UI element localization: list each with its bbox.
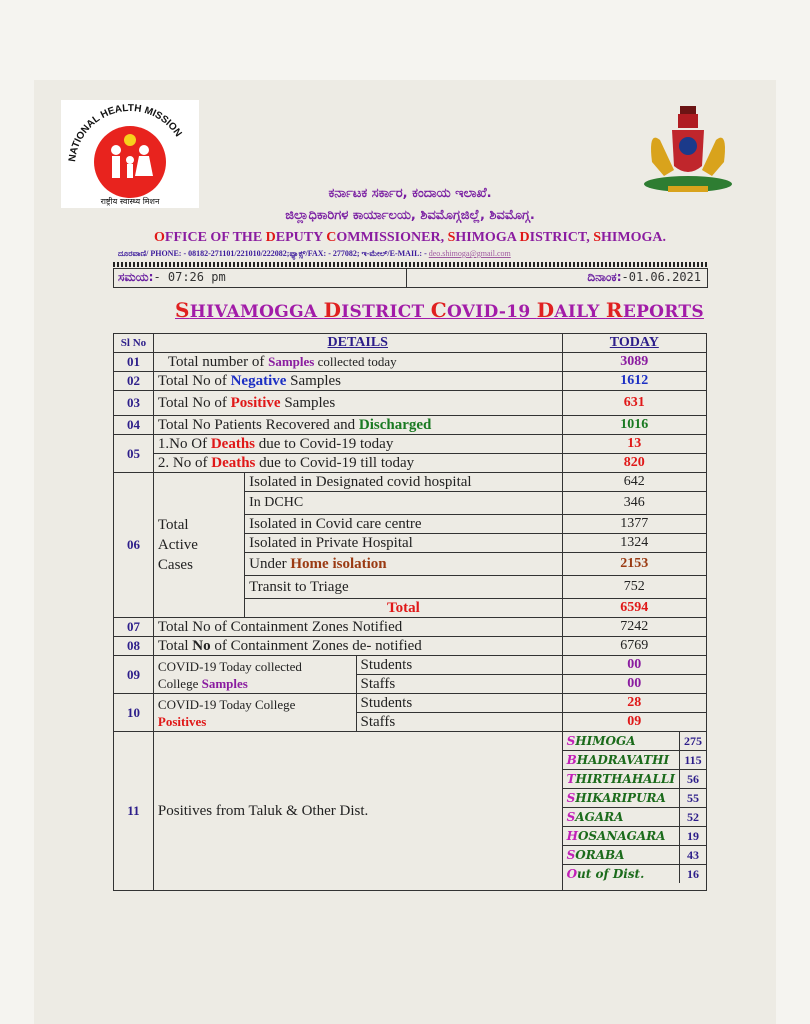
- logo-hindi-text: राष्ट्रीय स्वास्थ्य मिशन: [100, 197, 160, 206]
- dotted-divider: [113, 262, 708, 267]
- taluk-table: [563, 732, 706, 883]
- active-cases-label: Total Active Cases: [153, 473, 244, 618]
- kannada-govt-line: ಕರ್ನಾಟಕ ಸರ್ಕಾರ, ಕಂದಾಯ ಇಲಾಖೆ.: [328, 186, 492, 201]
- table-row: In DCHC 346: [114, 492, 707, 515]
- covid-report-table: [113, 333, 707, 891]
- taluk-row: Out of Dist. 16: [563, 865, 706, 884]
- table-row: Staffs 09: [114, 713, 707, 732]
- table-row: Staffs 00: [114, 675, 707, 694]
- taluk-row: SHIMOGA 275: [563, 732, 706, 751]
- table-row: Isolated in Private Hospital 1324: [114, 534, 707, 553]
- taluk-row: SORABA 43: [563, 846, 706, 865]
- taluk-row: SHIKARIPURA 55: [563, 789, 706, 808]
- report-title: SHIVAMOGGA DISTRICT COVID-19 DAILY REPORTS: [175, 298, 704, 322]
- table-row: 08 Total No of Containment Zones de- notified 6769: [114, 637, 707, 656]
- contact-line: ದೂರವಾಣಿ/ PHONE: - 08182-271101/221010/222082;ಫ್ಯಾಕ್ಸ್/FAX: - 277082; ಇ-ಮೇಲ್/E-MAIL: - deo.shimoga@gmail.com: [118, 249, 511, 258]
- table-row: 05 1.No Of Deaths due to Covid-19 today 13: [114, 435, 707, 454]
- table-row: 07 Total No of Containment Zones Notified 7242: [114, 618, 707, 637]
- taluk-row: SAGARA 52: [563, 808, 706, 827]
- table-row: 10 COVID-19 Today College Positives Students 28: [114, 694, 707, 713]
- taluk-row: BHADRAVATHI 115: [563, 751, 706, 770]
- karnataka-emblem: [630, 100, 746, 200]
- table-row: 09 COVID-19 Today collected College Samples Students 00: [114, 656, 707, 675]
- logo-arc-text: NATIONAL HEALTH MISSION: [67, 102, 184, 163]
- table-row: 11 Positives from Taluk & Other Dist. SHIMOGA 275 BHADRAVATHI 115 THIRTHAHALLI 56 SHIKARIPURA 55 SAGARA 52 HOSANAGARA 19 SORABA 43 Out of Dist. 16: [114, 732, 707, 891]
- table-row: Isolated in Covid care centre 1377: [114, 515, 707, 534]
- table-row: 03 Total No of Positive Samples 631: [114, 391, 707, 416]
- table-row: 04 Total No Patients Recovered and Discharged 1016: [114, 416, 707, 435]
- kannada-office-line: ಜಿಲ್ಲಾಧಿಕಾರಿಗಳ ಕಾರ್ಯಾಲಯ, ಶಿವಮೊಗ್ಗಜಿಲ್ಲೆ, ಶಿವಮೊಗ್ಗ.: [285, 208, 535, 223]
- table-row: 06 Total Active Cases Isolated in Designated covid hospital 642: [114, 473, 707, 492]
- time-date-bar: [113, 268, 708, 288]
- time-field: ಸಮಯ:- 07:26 pm: [118, 270, 226, 284]
- office-title: OFFICE OF THE DEPUTY COMMISSIONER, SHIMOGA DISTRICT, SHIMOGA.: [154, 230, 666, 245]
- contact-email-link[interactable]: deo.shimoga@gmail.com: [428, 249, 511, 258]
- taluk-row: HOSANAGARA 19: [563, 827, 706, 846]
- table-row: Under Home isolation 2153: [114, 553, 707, 576]
- table-row: 01 Total number of Samples collected today 3089: [114, 353, 707, 372]
- table-row: 2. No of Deaths due to Covid-19 till today 820: [114, 454, 707, 473]
- date-field: ದಿನಾಂಕ:-01.06.2021: [587, 270, 701, 284]
- table-row: Transit to Triage 752: [114, 576, 707, 599]
- taluk-row: THIRTHAHALLI 56: [563, 770, 706, 789]
- table-row: 02 Total No of Negative Samples 1612: [114, 372, 707, 391]
- table-row: Total 6594: [114, 599, 707, 618]
- table-header-row: Sl No DETAILS TODAY: [114, 334, 707, 353]
